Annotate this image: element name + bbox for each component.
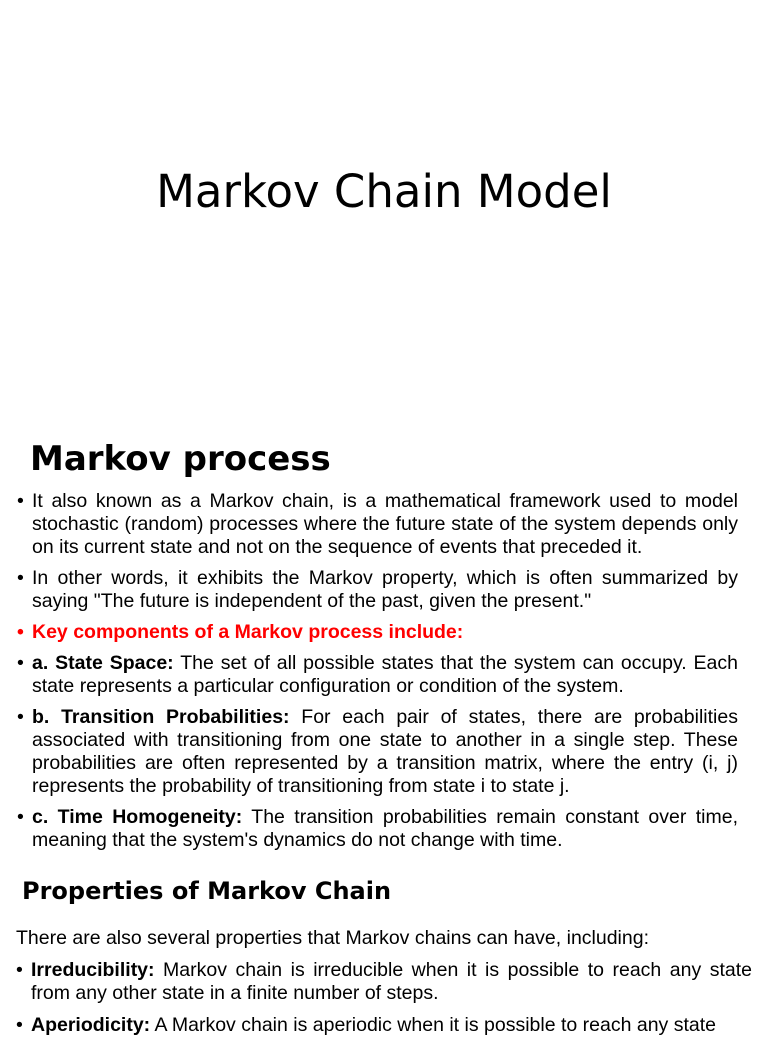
property-irreducibility: • Irreducibility: Markov chain is irreducible when it is possible to reach any state from any other state in a finite number of steps. bbox=[16, 959, 752, 1005]
markov-process-bullets bbox=[16, 490, 738, 860]
title-slide bbox=[0, 0, 768, 412]
section-heading: Markov process bbox=[30, 439, 331, 479]
bullet-key-components: • Key components of a Markov process include: bbox=[16, 621, 738, 644]
property-label: Aperiodicity: bbox=[31, 1014, 151, 1036]
bullet-time-homogeneity: • c. Time Homogeneity: The transition probabilities remain constant over time, meaning that the system's dynamics do not change with time. bbox=[16, 806, 738, 852]
property-label: Irreducibility: bbox=[31, 959, 155, 981]
property-aperiodicity: • Aperiodicity: A Markov chain is aperiodic when it is possible to reach any state bbox=[16, 1014, 752, 1037]
bullet-label: c. Time Homogeneity: bbox=[32, 806, 243, 828]
properties-heading: Properties of Markov Chain bbox=[22, 877, 392, 905]
properties-list bbox=[16, 959, 752, 1046]
slide-title: Markov Chain Model bbox=[156, 165, 612, 218]
bullet-definition: • It also known as a Markov chain, is a mathematical framework used to model stochastic (random) processes where the future state of the system depends only on its current state and not on the sequence of events that preceded it. bbox=[16, 490, 738, 559]
bullet-markov-property: • In other words, it exhibits the Markov property, which is often summarized by saying "The future is independent of the past, given the present." bbox=[16, 567, 738, 613]
content-slide bbox=[0, 412, 768, 1036]
bullet-transition-probabilities: • b. Transition Probabilities: For each pair of states, there are probabilities associated with transitioning from one state to another in a single step. These probabilities are often represented by a transition matrix, where the entry (i, j) represents the probability of transitioning from state i to state j. bbox=[16, 706, 738, 798]
bullet-label: b. Transition Probabilities: bbox=[32, 706, 290, 728]
bullet-label: a. State Space: bbox=[32, 652, 174, 674]
bullet-state-space: • a. State Space: The set of all possible states that the system can occupy. Each state represents a particular configuration or condition of the system. bbox=[16, 652, 738, 698]
properties-intro: There are also several properties that Markov chains can have, including: bbox=[16, 927, 649, 949]
